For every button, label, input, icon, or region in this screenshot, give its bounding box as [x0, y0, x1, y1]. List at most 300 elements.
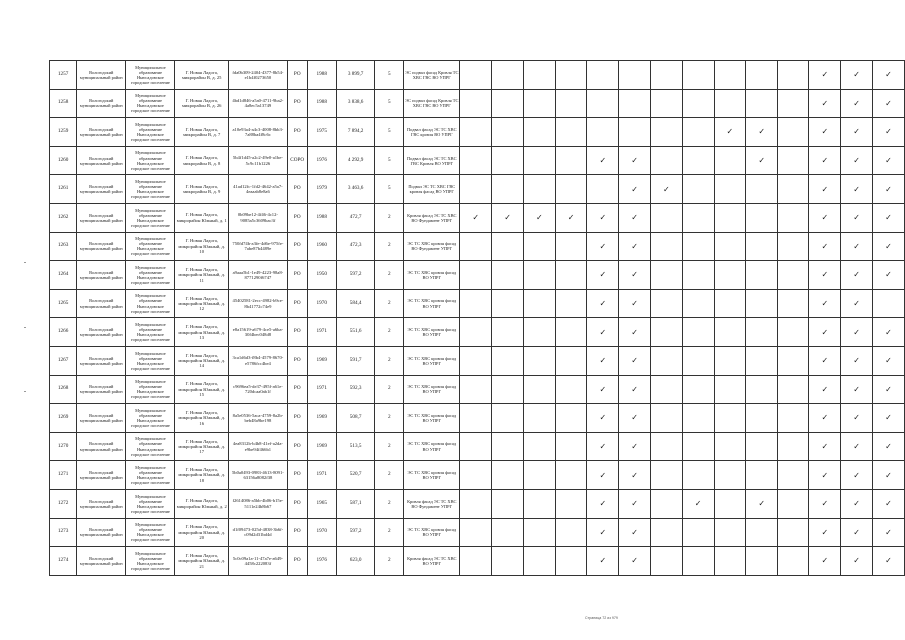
- address-cell: Г. Новая Ладога, микрорайон Южный, д. 10: [175, 232, 229, 261]
- municipality-cell: Муниципальное образование Ньюсадовское городское поселение: [126, 61, 175, 90]
- check-cell: [587, 318, 619, 347]
- checkmark-icon: ✓: [853, 327, 860, 337]
- check-cell: [841, 375, 873, 404]
- municipality-cell: Муниципальное образование Ньюсадовское городское поселение: [126, 175, 175, 204]
- floors-cell: 2: [375, 318, 404, 347]
- checkmark-icon: ✓: [599, 413, 607, 423]
- check-cell: [778, 232, 809, 261]
- check-cell: [682, 261, 714, 290]
- check-cell: [619, 61, 651, 90]
- district-cell: Вологодский муниципальный район: [77, 375, 126, 404]
- check-cell: [841, 203, 873, 232]
- check-cell: [778, 61, 809, 90]
- checkmark-icon: ✓: [631, 356, 638, 366]
- check-cell: [746, 261, 778, 290]
- year-cell: 1971: [307, 461, 336, 490]
- check-cell: [460, 232, 492, 261]
- check-cell: [492, 461, 524, 490]
- works-cell: Подвал фасад ЭС ТС ХВС ГВС кровля ВО УПРГ: [404, 118, 460, 147]
- check-cell: [809, 518, 841, 547]
- check-cell: [714, 461, 746, 490]
- check-cell: [682, 461, 714, 490]
- floors-cell: 2: [375, 346, 404, 375]
- check-cell: [492, 346, 524, 375]
- check-cell: [650, 346, 682, 375]
- works-cell: Подвал фасад ЭС ТС ХВС ГВС Кровля ВО УПРГ: [404, 146, 460, 175]
- check-cell: [841, 461, 873, 490]
- checkmark-icon: ✓: [885, 270, 892, 280]
- type-cell: РО: [287, 375, 307, 404]
- checkmark-icon: ✓: [885, 98, 892, 108]
- checkmark-icon: ✓: [599, 384, 607, 394]
- district-cell: Вологодский муниципальный район: [77, 232, 126, 261]
- checkmark-icon: ✓: [821, 184, 829, 194]
- checkmark-icon: ✓: [504, 213, 511, 223]
- check-cell: [650, 118, 682, 147]
- check-cell: [873, 61, 905, 90]
- check-cell: [841, 289, 873, 318]
- guid-cell: f2614086-a5bb-4b06-b15e-5111e24b8b67: [228, 489, 287, 518]
- check-cell: [809, 289, 841, 318]
- row-number: 1269: [50, 404, 77, 433]
- check-cell: [460, 146, 492, 175]
- check-cell: [523, 404, 555, 433]
- check-cell: [650, 375, 682, 404]
- check-cell: [523, 146, 555, 175]
- checkmark-icon: ✓: [885, 127, 892, 137]
- check-cell: [746, 489, 778, 518]
- works-cell: ЭС ТС ХВС кровля фасад ВО УПРГ: [404, 404, 460, 433]
- check-cell: [809, 89, 841, 118]
- check-cell: [809, 461, 841, 490]
- checkmark-icon: ✓: [599, 270, 607, 280]
- check-cell: [523, 489, 555, 518]
- check-cell: [587, 261, 619, 290]
- checkmark-icon: ✓: [599, 241, 607, 251]
- address-cell: Г. Новая Ладога, микрорайон Южный, д. 1: [175, 203, 229, 232]
- guid-cell: e8a15619-a679-4ce5-a6ba-30f4bec048d8: [228, 318, 287, 347]
- checkmark-icon: ✓: [821, 556, 829, 566]
- municipality-cell: Муниципальное образование Ньюсадовское городское поселение: [126, 375, 175, 404]
- check-cell: [492, 61, 524, 90]
- check-cell: [650, 518, 682, 547]
- check-cell: [650, 232, 682, 261]
- check-cell: [841, 404, 873, 433]
- check-cell: [555, 203, 587, 232]
- check-cell: [873, 404, 905, 433]
- table-row: [50, 61, 905, 90]
- area-cell: 3 838,6: [336, 89, 375, 118]
- check-cell: [523, 232, 555, 261]
- type-cell: РО: [287, 346, 307, 375]
- works-cell: ЭС ТС ХВС кровля фасад ВО УПРГ: [404, 261, 460, 290]
- checkmark-icon: ✓: [567, 213, 575, 223]
- check-cell: [460, 175, 492, 204]
- row-number: 1268: [50, 375, 77, 404]
- row-number: 1260: [50, 146, 77, 175]
- check-cell: [555, 146, 587, 175]
- check-cell: [587, 404, 619, 433]
- row-number: 1274: [50, 547, 77, 576]
- check-cell: [619, 261, 651, 290]
- year-cell: 1969: [307, 432, 336, 461]
- checkmark-icon: ✓: [599, 441, 607, 451]
- check-cell: [650, 89, 682, 118]
- checkmark-icon: ✓: [885, 356, 892, 366]
- check-cell: [587, 547, 619, 576]
- row-number: 1258: [50, 89, 77, 118]
- check-cell: [682, 432, 714, 461]
- row-number: 1265: [50, 289, 77, 318]
- check-cell: [555, 404, 587, 433]
- area-cell: 7 894,2: [336, 118, 375, 147]
- table-body: [50, 61, 905, 576]
- check-cell: [492, 375, 524, 404]
- check-cell: [778, 404, 809, 433]
- row-number: 1257: [50, 61, 77, 90]
- check-cell: [682, 203, 714, 232]
- floors-cell: 2: [375, 289, 404, 318]
- municipality-cell: Муниципальное образование Ньюсадовское городское поселение: [126, 432, 175, 461]
- check-cell: [714, 404, 746, 433]
- checkmark-icon: ✓: [631, 270, 638, 280]
- table-row: [50, 547, 905, 576]
- check-cell: [778, 489, 809, 518]
- area-cell: 551,6: [336, 318, 375, 347]
- check-cell: [619, 318, 651, 347]
- check-cell: [523, 346, 555, 375]
- check-cell: [746, 146, 778, 175]
- address-cell: Г. Новая Ладога, микрорайон Южный, д. 17: [175, 432, 229, 461]
- checkmark-icon: ✓: [853, 499, 860, 509]
- municipality-cell: Муниципальное образование Ньюсадовское городское поселение: [126, 146, 175, 175]
- municipality-cell: Муниципальное образование Ньюсадовское городское поселение: [126, 461, 175, 490]
- works-cell: ЭС ТС ХВС кровля фасад ВО УПРГ: [404, 518, 460, 547]
- checkmark-icon: ✓: [853, 98, 860, 108]
- check-cell: [492, 404, 524, 433]
- check-cell: [619, 289, 651, 318]
- check-cell: [841, 346, 873, 375]
- check-cell: [873, 261, 905, 290]
- year-cell: 1969: [307, 404, 336, 433]
- checkmark-icon: ✓: [631, 327, 638, 337]
- check-cell: [555, 375, 587, 404]
- check-cell: [587, 146, 619, 175]
- address-cell: Г. Новая Ладога, микрорайон Южный, д. 21: [175, 547, 229, 576]
- check-cell: [460, 489, 492, 518]
- checkmark-icon: ✓: [726, 127, 734, 137]
- check-cell: [682, 375, 714, 404]
- table-row: [50, 118, 905, 147]
- checkmark-icon: ✓: [885, 184, 892, 194]
- table-row: [50, 261, 905, 290]
- check-cell: [778, 346, 809, 375]
- check-cell: [619, 432, 651, 461]
- check-cell: [619, 404, 651, 433]
- housing-register-table: [49, 60, 905, 576]
- area-cell: 597,2: [336, 261, 375, 290]
- check-cell: [714, 289, 746, 318]
- district-cell: Вологодский муниципальный район: [77, 118, 126, 147]
- check-cell: [555, 432, 587, 461]
- municipality-cell: Муниципальное образование Ньюсадовское городское поселение: [126, 346, 175, 375]
- check-cell: [460, 404, 492, 433]
- check-cell: [460, 375, 492, 404]
- check-cell: [841, 146, 873, 175]
- checkmark-icon: ✓: [853, 213, 860, 223]
- table-row: [50, 89, 905, 118]
- checkmark-icon: ✓: [853, 270, 860, 280]
- works-cell: Кровля фасад ЭС ТС ХВС ВО Фундамент УПРГ: [404, 203, 460, 232]
- check-cell: [587, 232, 619, 261]
- year-cell: 1950: [307, 261, 336, 290]
- year-cell: 1965: [307, 489, 336, 518]
- check-cell: [460, 346, 492, 375]
- area-cell: 513,5: [336, 432, 375, 461]
- checkmark-icon: ✓: [631, 155, 638, 165]
- checkmark-icon: ✓: [853, 184, 860, 194]
- check-cell: [746, 61, 778, 90]
- checkmark-icon: ✓: [821, 270, 829, 280]
- check-cell: [682, 61, 714, 90]
- check-cell: [619, 489, 651, 518]
- type-cell: РО: [287, 404, 307, 433]
- area-cell: 591,7: [336, 346, 375, 375]
- works-cell: ЭС подвал фасад Кровля ТС ХВС ГВС ВО УПРГ: [404, 61, 460, 90]
- works-cell: Кровля фасад ЭС ТС ХВС ВО Фундамент УПРГ: [404, 489, 460, 518]
- table-row: [50, 318, 905, 347]
- check-cell: [492, 232, 524, 261]
- address-cell: Г. Новая Ладога, микрорайон Южный, д. 18: [175, 461, 229, 490]
- table-row: [50, 346, 905, 375]
- check-cell: [682, 175, 714, 204]
- check-cell: [587, 461, 619, 490]
- check-cell: [746, 346, 778, 375]
- check-cell: [809, 261, 841, 290]
- check-cell: [682, 518, 714, 547]
- year-cell: 1976: [307, 146, 336, 175]
- floors-cell: 5: [375, 146, 404, 175]
- check-cell: [523, 118, 555, 147]
- works-cell: ЭС ТС ХВС кровля фасад ВО УПРГ: [404, 346, 460, 375]
- district-cell: Вологодский муниципальный район: [77, 489, 126, 518]
- guid-cell: 5b0a0493-0983-4613-8091-63156a8082f38: [228, 461, 287, 490]
- check-cell: [873, 346, 905, 375]
- row-number: 1267: [50, 346, 77, 375]
- check-cell: [619, 118, 651, 147]
- scan-mark: [24, 327, 26, 328]
- check-cell: [778, 203, 809, 232]
- check-cell: [809, 146, 841, 175]
- checkmark-icon: ✓: [631, 241, 638, 251]
- area-cell: 472,3: [336, 232, 375, 261]
- area-cell: 597,2: [336, 518, 375, 547]
- area-cell: 3 899,7: [336, 61, 375, 90]
- year-cell: 1971: [307, 318, 336, 347]
- floors-cell: 5: [375, 175, 404, 204]
- type-cell: РО: [287, 118, 307, 147]
- address-cell: Г. Новая Ладога, микрорайон В, д. 9: [175, 175, 229, 204]
- works-cell: ЭС ТС ХВС кровля фасад ВО УПРГ: [404, 289, 460, 318]
- guid-cell: a9aaa5b1-1e49-4223-98a8-8771290f6747: [228, 261, 287, 290]
- checkmark-icon: ✓: [885, 413, 892, 423]
- check-cell: [873, 89, 905, 118]
- checkmark-icon: ✓: [599, 356, 607, 366]
- check-cell: [460, 547, 492, 576]
- checkmark-icon: ✓: [599, 213, 607, 223]
- table-row: [50, 432, 905, 461]
- address-cell: Г. Новая Ладога, микрорайон Южный, д. 15: [175, 375, 229, 404]
- check-cell: [778, 146, 809, 175]
- check-cell: [650, 203, 682, 232]
- checkmark-icon: ✓: [599, 470, 607, 480]
- check-cell: [523, 261, 555, 290]
- floors-cell: 2: [375, 461, 404, 490]
- check-cell: [650, 261, 682, 290]
- area-cell: 587,1: [336, 489, 375, 518]
- check-cell: [587, 518, 619, 547]
- checkmark-icon: ✓: [472, 213, 480, 223]
- floors-cell: 2: [375, 375, 404, 404]
- check-cell: [746, 175, 778, 204]
- municipality-cell: Муниципальное образование Ньюсадовское городское поселение: [126, 518, 175, 547]
- row-number: 1262: [50, 203, 77, 232]
- works-cell: Подвал ЭС ТС ХВС ГВС кровля фасад ВО УПРГ: [404, 175, 460, 204]
- check-cell: [778, 518, 809, 547]
- check-cell: [778, 289, 809, 318]
- check-cell: [492, 489, 524, 518]
- check-cell: [650, 175, 682, 204]
- checkmark-icon: ✓: [885, 470, 892, 480]
- works-cell: ЭС ТС ХВС кровля фасад ВО УПРГ: [404, 318, 460, 347]
- checkmark-icon: ✓: [853, 556, 860, 566]
- check-cell: [778, 432, 809, 461]
- table-row: [50, 375, 905, 404]
- district-cell: Вологодский муниципальный район: [77, 547, 126, 576]
- type-cell: РО: [287, 61, 307, 90]
- address-cell: Г. Новая Ладога, микрорайон Южный, д. 14: [175, 346, 229, 375]
- check-cell: [714, 89, 746, 118]
- row-number: 1259: [50, 118, 77, 147]
- checkmark-icon: ✓: [885, 213, 892, 223]
- area-cell: 3 463,6: [336, 175, 375, 204]
- check-cell: [873, 203, 905, 232]
- checkmark-icon: ✓: [821, 441, 829, 451]
- check-cell: [714, 232, 746, 261]
- check-cell: [778, 547, 809, 576]
- type-cell: РО: [287, 461, 307, 490]
- checkmark-icon: ✓: [663, 184, 670, 194]
- check-cell: [841, 489, 873, 518]
- area-cell: 584,4: [336, 289, 375, 318]
- check-cell: [714, 175, 746, 204]
- checkmark-icon: ✓: [821, 356, 829, 366]
- checkmark-icon: ✓: [821, 413, 829, 423]
- check-cell: [650, 489, 682, 518]
- type-cell: РО: [287, 518, 307, 547]
- check-cell: [492, 432, 524, 461]
- check-cell: [492, 89, 524, 118]
- table-row: [50, 518, 905, 547]
- check-cell: [841, 518, 873, 547]
- check-cell: [714, 432, 746, 461]
- guid-cell: c9696ea5-de37-495f-a61e-720dcaa0ab1f: [228, 375, 287, 404]
- check-cell: [492, 261, 524, 290]
- checkmark-icon: ✓: [885, 499, 892, 509]
- check-cell: [682, 118, 714, 147]
- checkmark-icon: ✓: [821, 127, 829, 137]
- scan-mark: [24, 391, 26, 392]
- type-cell: РО: [287, 89, 307, 118]
- guid-cell: 4ea8312b-b4b8-41ef-a2da-e9be94f466b1: [228, 432, 287, 461]
- floors-cell: 2: [375, 232, 404, 261]
- row-number: 1270: [50, 432, 77, 461]
- checkmark-icon: ✓: [694, 499, 702, 509]
- checkmark-icon: ✓: [631, 184, 638, 194]
- check-cell: [523, 375, 555, 404]
- check-cell: [619, 461, 651, 490]
- municipality-cell: Муниципальное образование Ньюсадовское городское поселение: [126, 404, 175, 433]
- district-cell: Вологодский муниципальный район: [77, 432, 126, 461]
- district-cell: Вологодский муниципальный район: [77, 146, 126, 175]
- row-number: 1263: [50, 232, 77, 261]
- check-cell: [682, 346, 714, 375]
- guid-cell: 45402581-2ecc-4982-b9ce-8b41772c74e9: [228, 289, 287, 318]
- floors-cell: 2: [375, 404, 404, 433]
- checkmark-icon: ✓: [885, 70, 892, 80]
- check-cell: [746, 232, 778, 261]
- check-cell: [587, 375, 619, 404]
- check-cell: [682, 489, 714, 518]
- table-row: [50, 404, 905, 433]
- year-cell: 1988: [307, 203, 336, 232]
- check-cell: [746, 432, 778, 461]
- check-cell: [682, 404, 714, 433]
- check-cell: [746, 318, 778, 347]
- check-cell: [619, 89, 651, 118]
- row-number: 1264: [50, 261, 77, 290]
- type-cell: РО: [287, 318, 307, 347]
- checkmark-icon: ✓: [631, 470, 638, 480]
- check-cell: [809, 375, 841, 404]
- check-cell: [523, 318, 555, 347]
- check-cell: [650, 146, 682, 175]
- checkmark-icon: ✓: [599, 298, 607, 308]
- checkmark-icon: ✓: [853, 70, 860, 80]
- checkmark-icon: ✓: [599, 499, 607, 509]
- address-cell: Г. Новая Ладога, микрорайон В, д. 25: [175, 61, 229, 90]
- check-cell: [650, 318, 682, 347]
- year-cell: 1971: [307, 375, 336, 404]
- works-cell: ЭС ТС ХВС кровля фасад ВО УПРГ: [404, 375, 460, 404]
- district-cell: Вологодский муниципальный район: [77, 175, 126, 204]
- check-cell: [619, 547, 651, 576]
- check-cell: [650, 404, 682, 433]
- check-cell: [682, 146, 714, 175]
- check-cell: [587, 118, 619, 147]
- check-cell: [873, 375, 905, 404]
- address-cell: Г. Новая Ладога, микрорайон Южный, д. 16: [175, 404, 229, 433]
- check-cell: [555, 461, 587, 490]
- district-cell: Вологодский муниципальный район: [77, 61, 126, 90]
- check-cell: [555, 318, 587, 347]
- check-cell: [873, 175, 905, 204]
- check-cell: [555, 61, 587, 90]
- municipality-cell: Муниципальное образование Ньюсадовское городское поселение: [126, 89, 175, 118]
- district-cell: Вологодский муниципальный район: [77, 203, 126, 232]
- address-cell: Г. Новая Ладога, микрорайон Южный, д. 2: [175, 489, 229, 518]
- checkmark-icon: ✓: [821, 327, 829, 337]
